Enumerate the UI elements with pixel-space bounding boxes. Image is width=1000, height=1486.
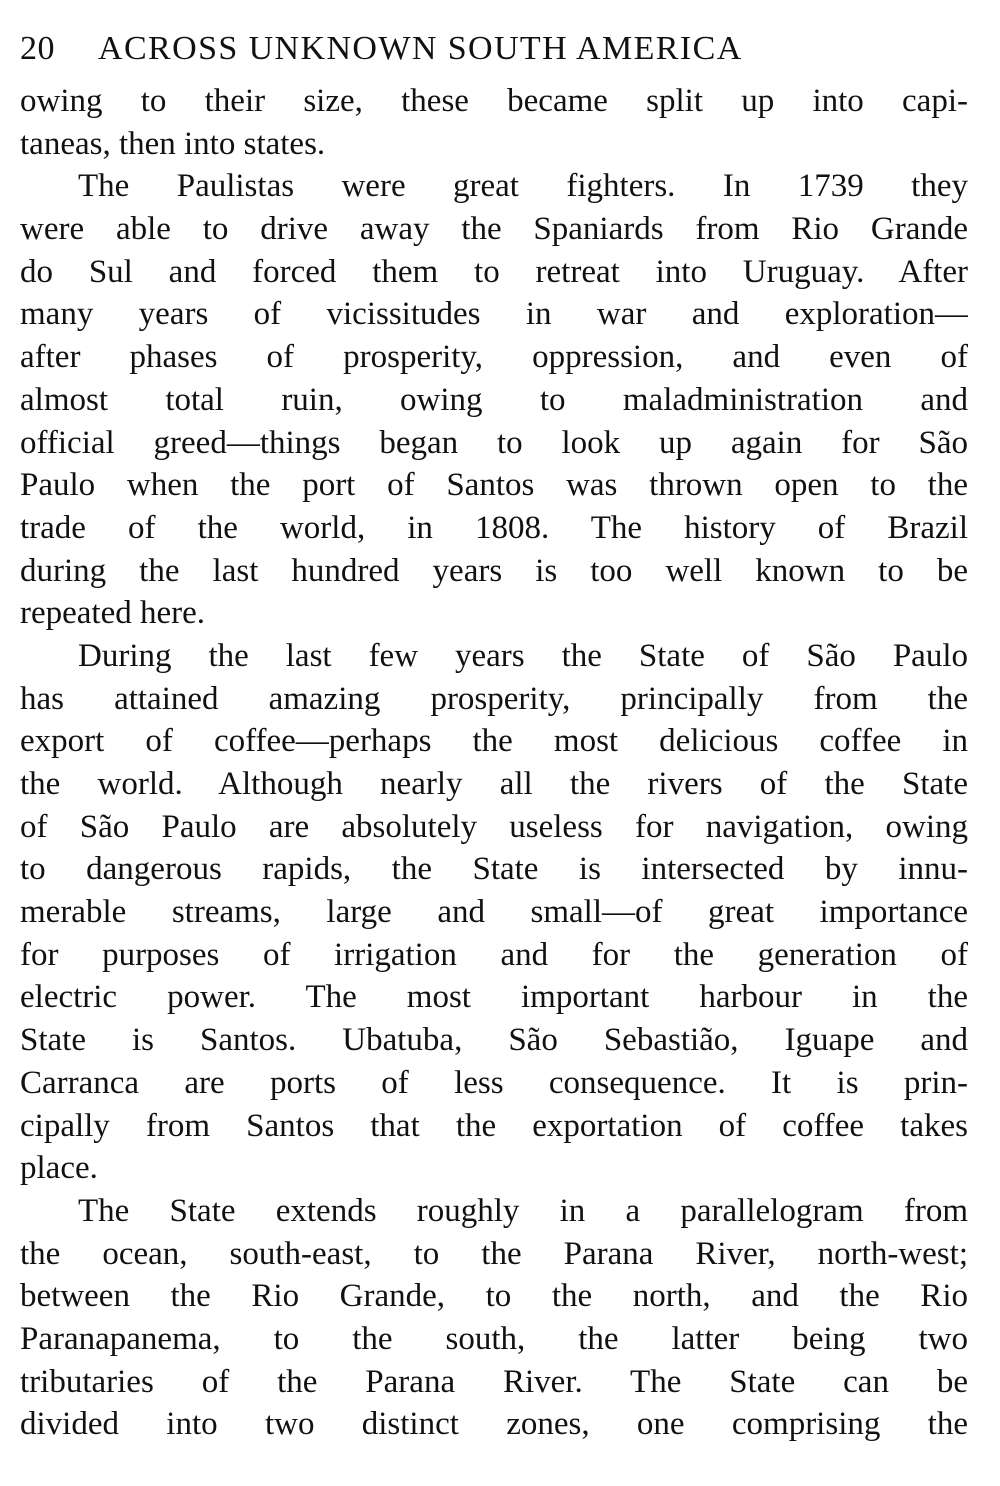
text-line: The Paulistas were great fighters. In 1739 they — [78, 168, 968, 205]
text-line: for purposes of irrigation and for the generation of — [20, 936, 968, 973]
running-head — [20, 28, 968, 80]
text-line: Carranca are ports of less consequence. It is prin- — [20, 1064, 968, 1101]
text-line: many years of vicissitudes in war and exploration— — [20, 296, 968, 333]
page-number: 20 — [20, 30, 55, 67]
text-line: cipally from Santos that the exportation of coffee takes — [20, 1107, 968, 1144]
text-line: export of coffee—perhaps the most delicious coffee in — [20, 723, 968, 760]
running-head-title: ACROSS UNKNOWN SOUTH AMERICA — [98, 30, 743, 67]
text-line: State is Santos. Ubatuba, São Sebastião, Iguape and — [20, 1022, 968, 1059]
text-line: the world. Although nearly all the rivers of the State — [20, 766, 968, 802]
text-line: between the Rio Grande, to the north, and the Rio — [20, 1278, 968, 1315]
text-line: to dangerous rapids, the State is intersected by innu- — [20, 851, 968, 888]
text-line: divided into two distinct zones, one comprising the — [20, 1406, 968, 1443]
text-line: place. — [20, 1150, 98, 1187]
text-line: after phases of prosperity, oppression, and even of — [20, 339, 968, 376]
text-line: During the last few years the State of São Paulo — [78, 637, 968, 674]
text-line: taneas, then into states. — [20, 125, 326, 162]
book-page — [20, 28, 968, 1446]
text-line: of São Paulo are absolutely useless for navigation, owing — [20, 808, 968, 845]
text-line: merable streams, large and small—of great importance — [20, 894, 968, 931]
text-line: the ocean, south-east, to the Parana River, north-west; — [20, 1235, 968, 1272]
text-line: Paranapanema, to the south, the latter being two — [20, 1320, 968, 1357]
text-line: The State extends roughly in a parallelogram from — [78, 1192, 968, 1229]
text-line: Paulo when the port of Santos was thrown open to the — [20, 467, 968, 504]
text-line: tributaries of the Parana River. The State can be — [20, 1363, 968, 1400]
text-line: almost total ruin, owing to maladministration and — [20, 381, 968, 418]
paragraph-1 — [20, 80, 968, 165]
text-line: do Sul and forced them to retreat into Uruguay. After — [20, 253, 968, 290]
text-line: owing to their size, these became split up into capi- — [20, 83, 968, 119]
text-line: official greed—things began to look up again for São — [20, 424, 968, 461]
text-line: were able to drive away the Spaniards from Rio Grande — [20, 211, 968, 248]
text-line: has attained amazing prosperity, principally from the — [20, 680, 968, 717]
text-line: trade of the world, in 1808. The history of Brazil — [20, 509, 968, 546]
paragraph-2 — [20, 165, 968, 635]
paragraph-4 — [20, 1190, 968, 1446]
paragraph-3 — [20, 635, 968, 1190]
text-line: electric power. The most important harbour in the — [20, 979, 968, 1016]
text-line: repeated here. — [20, 595, 206, 632]
text-line: during the last hundred years is too well known to be — [20, 552, 968, 589]
